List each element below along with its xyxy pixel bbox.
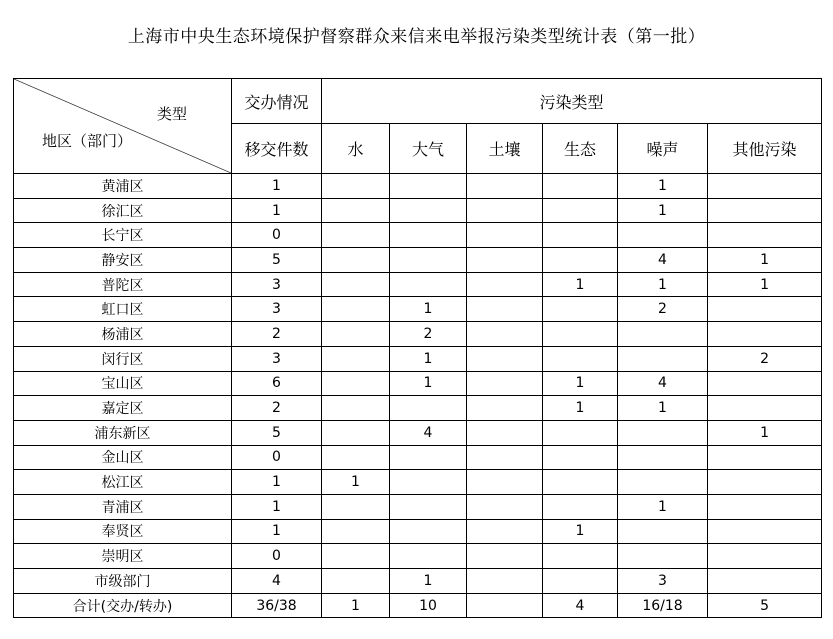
soil-cell: [467, 519, 543, 544]
region-cell: 松江区: [14, 470, 232, 495]
region-cell: 合计(交办/转办): [14, 593, 232, 618]
header-row-groups: [14, 79, 822, 124]
count-cell: 0: [232, 544, 322, 569]
ecology-cell: [543, 174, 618, 199]
noise-cell: 4: [618, 248, 708, 273]
water-cell: [322, 297, 390, 322]
other-cell: [708, 544, 822, 569]
noise-cell: [618, 420, 708, 445]
water-cell: [322, 223, 390, 248]
table-row: [14, 248, 822, 273]
other-cell: 1: [708, 248, 822, 273]
air-cell: [390, 248, 467, 273]
ecology-cell: [543, 544, 618, 569]
ecology-cell: [543, 223, 618, 248]
count-cell: 3: [232, 297, 322, 322]
water-cell: [322, 346, 390, 371]
soil-cell: [467, 346, 543, 371]
ecology-cell: [543, 248, 618, 273]
air-cell: [390, 198, 467, 223]
water-cell: [322, 519, 390, 544]
count-cell: 1: [232, 519, 322, 544]
water-cell: 1: [322, 593, 390, 618]
soil-cell: [467, 420, 543, 445]
soil-cell: [467, 272, 543, 297]
other-cell: [708, 519, 822, 544]
ecology-cell: 1: [543, 272, 618, 297]
noise-cell: [618, 346, 708, 371]
table-row: [14, 494, 822, 519]
column-header-air: 大气: [390, 124, 467, 174]
column-header-other: 其他污染: [708, 124, 822, 174]
region-cell: 金山区: [14, 445, 232, 470]
count-cell: 1: [232, 494, 322, 519]
count-cell: 4: [232, 569, 322, 594]
region-cell: 崇明区: [14, 544, 232, 569]
soil-cell: [467, 223, 543, 248]
soil-cell: [467, 494, 543, 519]
other-cell: 2: [708, 346, 822, 371]
table-row: [14, 396, 822, 421]
air-cell: 10: [390, 593, 467, 618]
noise-cell: 1: [618, 198, 708, 223]
noise-cell: 3: [618, 569, 708, 594]
other-cell: 5: [708, 593, 822, 618]
count-cell: 0: [232, 445, 322, 470]
column-header-ecology: 生态: [543, 124, 618, 174]
water-cell: [322, 198, 390, 223]
noise-cell: 4: [618, 371, 708, 396]
air-cell: [390, 396, 467, 421]
ecology-cell: [543, 297, 618, 322]
table-row: [14, 223, 822, 248]
table-row: [14, 420, 822, 445]
other-cell: [708, 445, 822, 470]
table-row: [14, 198, 822, 223]
table-row: [14, 346, 822, 371]
air-cell: 1: [390, 297, 467, 322]
statistics-table: [13, 78, 822, 618]
soil-cell: [467, 174, 543, 199]
count-cell: 6: [232, 371, 322, 396]
region-cell: 普陀区: [14, 272, 232, 297]
other-cell: [708, 223, 822, 248]
air-cell: [390, 544, 467, 569]
noise-cell: [618, 470, 708, 495]
column-header-soil: 土壤: [467, 124, 543, 174]
water-cell: [322, 445, 390, 470]
other-cell: [708, 494, 822, 519]
noise-cell: [618, 445, 708, 470]
other-cell: [708, 470, 822, 495]
count-cell: 3: [232, 272, 322, 297]
table-row: [14, 174, 822, 199]
water-cell: [322, 272, 390, 297]
ecology-cell: 1: [543, 371, 618, 396]
table-row: [14, 544, 822, 569]
soil-cell: [467, 470, 543, 495]
region-cell: 长宁区: [14, 223, 232, 248]
page-title: 上海市中央生态环境保护督察群众来信来电举报污染类型统计表（第一批）: [127, 27, 706, 47]
ecology-cell: [543, 346, 618, 371]
ecology-cell: [543, 494, 618, 519]
water-cell: [322, 371, 390, 396]
other-cell: 1: [708, 272, 822, 297]
column-header-count: 移交件数: [232, 124, 322, 174]
air-cell: [390, 470, 467, 495]
air-cell: [390, 445, 467, 470]
ecology-cell: [543, 569, 618, 594]
table-row: [14, 297, 822, 322]
table-row: [14, 371, 822, 396]
other-cell: [708, 174, 822, 199]
ecology-cell: [543, 322, 618, 347]
other-cell: [708, 396, 822, 421]
other-cell: [708, 569, 822, 594]
water-cell: [322, 322, 390, 347]
count-cell: 5: [232, 420, 322, 445]
corner-region-label: 地区（部门）: [42, 132, 133, 150]
other-cell: [708, 297, 822, 322]
column-header-water: 水: [322, 124, 390, 174]
ecology-cell: [543, 445, 618, 470]
air-cell: [390, 519, 467, 544]
ecology-cell: [543, 470, 618, 495]
air-cell: [390, 272, 467, 297]
table-row: [14, 322, 822, 347]
corner-type-label: 类型: [156, 105, 187, 123]
table-row: [14, 445, 822, 470]
noise-cell: 1: [618, 396, 708, 421]
count-cell: 5: [232, 248, 322, 273]
ecology-cell: [543, 420, 618, 445]
water-cell: [322, 569, 390, 594]
soil-cell: [467, 593, 543, 618]
count-cell: 0: [232, 223, 322, 248]
count-cell: 1: [232, 198, 322, 223]
water-cell: [322, 494, 390, 519]
noise-cell: 1: [618, 174, 708, 199]
air-cell: [390, 174, 467, 199]
water-cell: 1: [322, 470, 390, 495]
table-row: [14, 470, 822, 495]
air-cell: 2: [390, 322, 467, 347]
region-cell: 奉贤区: [14, 519, 232, 544]
region-cell: 嘉定区: [14, 396, 232, 421]
noise-cell: [618, 322, 708, 347]
region-cell: 虹口区: [14, 297, 232, 322]
air-cell: 1: [390, 346, 467, 371]
other-cell: 1: [708, 420, 822, 445]
column-header-noise: 噪声: [618, 124, 708, 174]
air-cell: 4: [390, 420, 467, 445]
region-cell: 闵行区: [14, 346, 232, 371]
soil-cell: [467, 396, 543, 421]
noise-cell: [618, 519, 708, 544]
group-header-handling: 交办情况: [232, 79, 322, 124]
noise-cell: [618, 544, 708, 569]
region-cell: 市级部门: [14, 569, 232, 594]
soil-cell: [467, 445, 543, 470]
air-cell: [390, 494, 467, 519]
noise-cell: 2: [618, 297, 708, 322]
region-cell: 杨浦区: [14, 322, 232, 347]
corner-header-cell: [14, 79, 232, 174]
noise-cell: 1: [618, 494, 708, 519]
air-cell: 1: [390, 569, 467, 594]
ecology-cell: 4: [543, 593, 618, 618]
region-cell: 黄浦区: [14, 174, 232, 199]
count-cell: 36/38: [232, 593, 322, 618]
air-cell: 1: [390, 371, 467, 396]
region-cell: 浦东新区: [14, 420, 232, 445]
count-cell: 3: [232, 346, 322, 371]
water-cell: [322, 396, 390, 421]
air-cell: [390, 223, 467, 248]
soil-cell: [467, 198, 543, 223]
other-cell: [708, 371, 822, 396]
table-row: [14, 519, 822, 544]
count-cell: 1: [232, 174, 322, 199]
other-cell: [708, 322, 822, 347]
region-cell: 静安区: [14, 248, 232, 273]
soil-cell: [467, 371, 543, 396]
water-cell: [322, 544, 390, 569]
noise-cell: 16/18: [618, 593, 708, 618]
soil-cell: [467, 297, 543, 322]
region-cell: 青浦区: [14, 494, 232, 519]
count-cell: 2: [232, 396, 322, 421]
soil-cell: [467, 569, 543, 594]
soil-cell: [467, 544, 543, 569]
ecology-cell: [543, 198, 618, 223]
table-total-row: [14, 593, 822, 618]
water-cell: [322, 174, 390, 199]
other-cell: [708, 198, 822, 223]
ecology-cell: 1: [543, 396, 618, 421]
soil-cell: [467, 248, 543, 273]
region-cell: 徐汇区: [14, 198, 232, 223]
water-cell: [322, 248, 390, 273]
soil-cell: [467, 322, 543, 347]
group-header-pollution: 污染类型: [322, 79, 822, 124]
count-cell: 2: [232, 322, 322, 347]
region-cell: 宝山区: [14, 371, 232, 396]
count-cell: 1: [232, 470, 322, 495]
water-cell: [322, 420, 390, 445]
noise-cell: 1: [618, 272, 708, 297]
ecology-cell: 1: [543, 519, 618, 544]
table-row: [14, 569, 822, 594]
noise-cell: [618, 223, 708, 248]
table-row: [14, 272, 822, 297]
